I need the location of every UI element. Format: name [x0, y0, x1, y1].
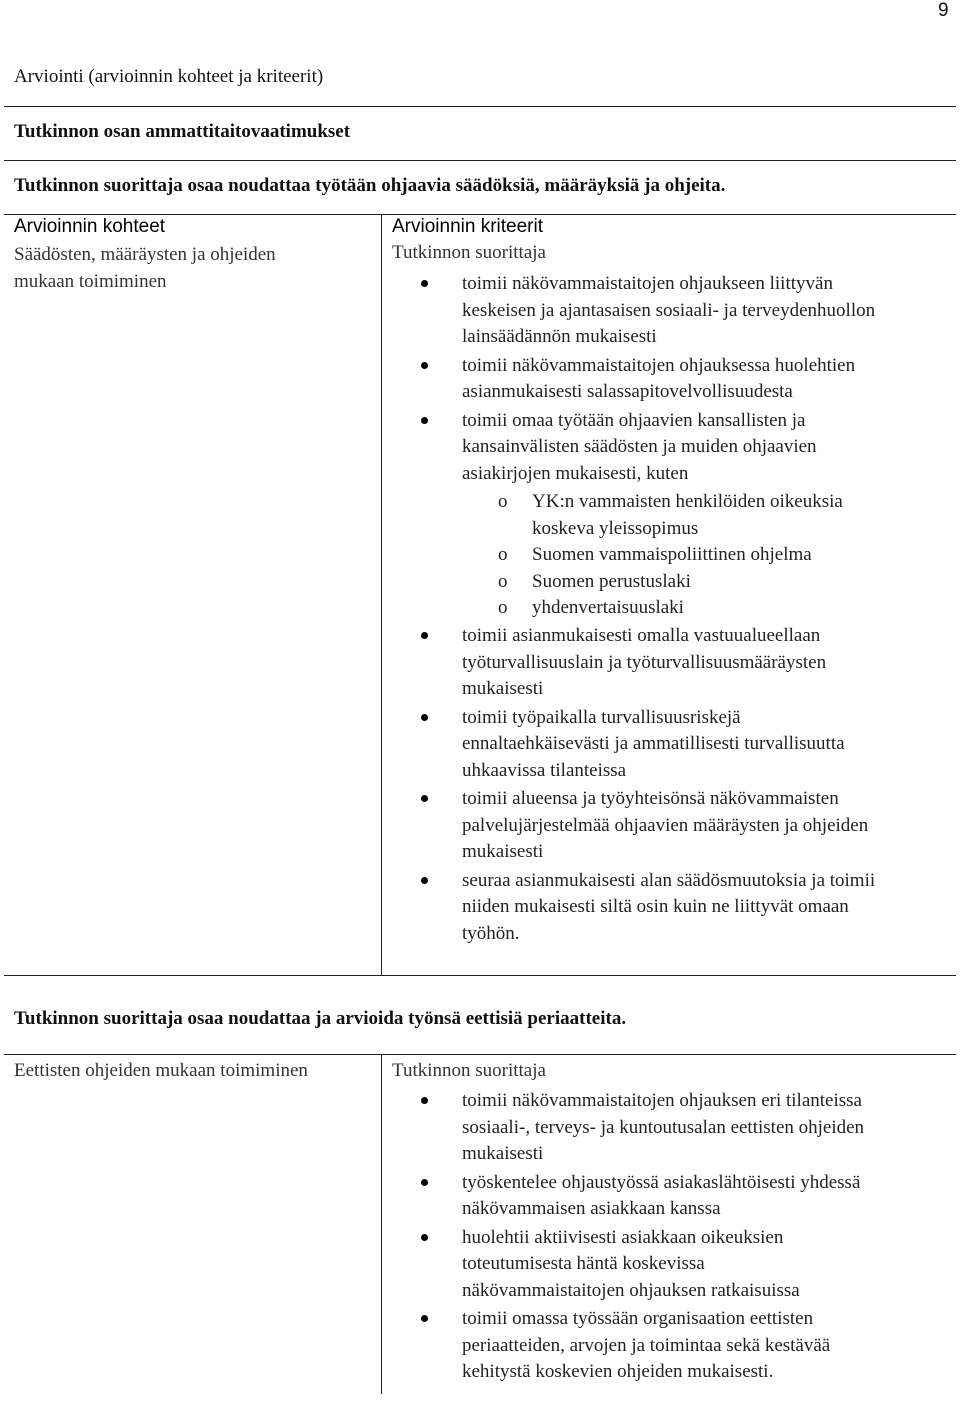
table-top-border	[4, 1054, 956, 1055]
criteria-list	[462, 1088, 952, 1386]
requirements-heading: Tutkinnon osan ammattitaitovaatimukset	[14, 121, 351, 142]
sub-list-item: o yhdenvertaisuuslaki	[462, 595, 952, 622]
criteria-item: toimii työpaikalla turvallisuusriskejä ennaltaehkäisevästi ja ammatillisesti turvallisuutta uhkaavissa tilanteissa	[462, 705, 952, 785]
criteria-item: toimii näkövammaistaitojen ohjauksessa huolehtien asianmukaisesti salassapitovelvollisuudesta	[462, 353, 952, 406]
bullet-icon	[421, 1097, 428, 1104]
criteria-subject: Tutkinnon suorittaja	[392, 242, 546, 263]
bullet-icon	[421, 714, 428, 721]
bullet-icon	[421, 1315, 428, 1322]
criteria-item: työskentelee ohjaustyössä asiakaslähtöisesti yhdessä näkövammaisen asiakkaan kanssa	[462, 1170, 952, 1223]
column-divider	[381, 1054, 382, 1394]
bullet-icon	[421, 280, 428, 287]
criteria-item: toimii alueensa ja työyhteisönsä näkövammaisten palvelujärjestelmää ohjaavien määräysten ja ohjeiden mukaisesti	[462, 786, 952, 866]
criteria-item: toimii näkövammaistaitojen ohjauksen eri tilanteissa sosiaali-, terveys- ja kuntoutusalan eettisten ohjeiden mukaisesti	[462, 1088, 952, 1168]
requirement-heading: Tutkinnon suorittaja osaa noudattaa työtään ohjaavia säädöksiä, määräyksiä ja ohjeita.	[14, 175, 726, 196]
criteria-list	[462, 271, 952, 487]
table-bottom-border	[4, 975, 956, 976]
circle-bullet-icon: o	[498, 544, 508, 565]
bullet-icon	[421, 795, 428, 802]
column-header-criteria: Arvioinnin kriteerit	[392, 216, 543, 237]
sub-list-item: o YK:n vammaisten henkilöiden oikeuksia koskeva yleissopimus	[498, 491, 843, 539]
bullet-icon	[421, 362, 428, 369]
criteria-item: toimii omassa työssään organisaation eettisten periaatteiden, arvojen ja toimintaa sekä kestävää kehitystä koskevien ohjeiden mukaisesti.	[462, 1306, 952, 1386]
circle-bullet-icon: o	[498, 597, 508, 618]
criteria-item: toimii näkövammaistaitojen ohjaukseen liittyvän keskeisen ja ajantasaisen sosiaali- ja terveydenhuollon lainsäädännön mukaisesti	[462, 271, 952, 351]
page-number: 9	[938, 0, 949, 21]
bullet-icon	[421, 417, 428, 424]
sub-list-item: o Suomen perustuslaki	[462, 569, 952, 596]
sub-list-item: o Suomen vammaispoliittinen ohjelma	[462, 542, 952, 569]
bullet-icon	[421, 877, 428, 884]
bullet-icon	[421, 1234, 428, 1241]
criteria-list-continued	[462, 623, 952, 947]
section-title: Arviointi (arvioinnin kohteet ja kriteerit)	[14, 66, 324, 87]
divider	[4, 160, 956, 161]
criteria-subject: Tutkinnon suorittaja	[392, 1060, 546, 1081]
table-top-border	[4, 214, 956, 215]
divider	[4, 106, 956, 107]
sub-list	[462, 489, 952, 622]
bullet-icon	[421, 632, 428, 639]
criteria-item: huolehtii aktiivisesti asiakkaan oikeuksien toteutumisesta häntä koskevissa näkövammaistaitojen ohjauksen ratkaisuissa	[462, 1225, 952, 1305]
assessment-target: Eettisten ohjeiden mukaan toimiminen	[14, 1060, 308, 1081]
column-header-targets: Arvioinnin kohteet	[14, 216, 166, 237]
criteria-item: seuraa asianmukaisesti alan säädösmuutoksia ja toimii niiden mukaisesti siltä osin kuin ne liittyvät omaan työhön.	[462, 868, 952, 948]
circle-bullet-icon: o	[498, 570, 508, 592]
circle-bullet-icon: o	[498, 491, 508, 512]
requirement-heading: Tutkinnon suorittaja osaa noudattaa ja arvioida työnsä eettisiä periaatteita.	[14, 1008, 627, 1029]
criteria-item: toimii omaa työtään ohjaavien kansallisten ja kansainvälisten säädösten ja muiden ohjaavien asiakirjojen mukaisesti, kuten	[462, 408, 952, 488]
bullet-icon	[421, 1179, 428, 1186]
assessment-target: Säädösten, määräysten ja ohjeiden mukaan toimiminen	[14, 244, 276, 292]
column-divider	[381, 214, 382, 976]
criteria-item: toimii asianmukaisesti omalla vastuualueellaan työturvallisuuslain ja työturvallisuusmääräysten mukaisesti	[462, 623, 952, 703]
